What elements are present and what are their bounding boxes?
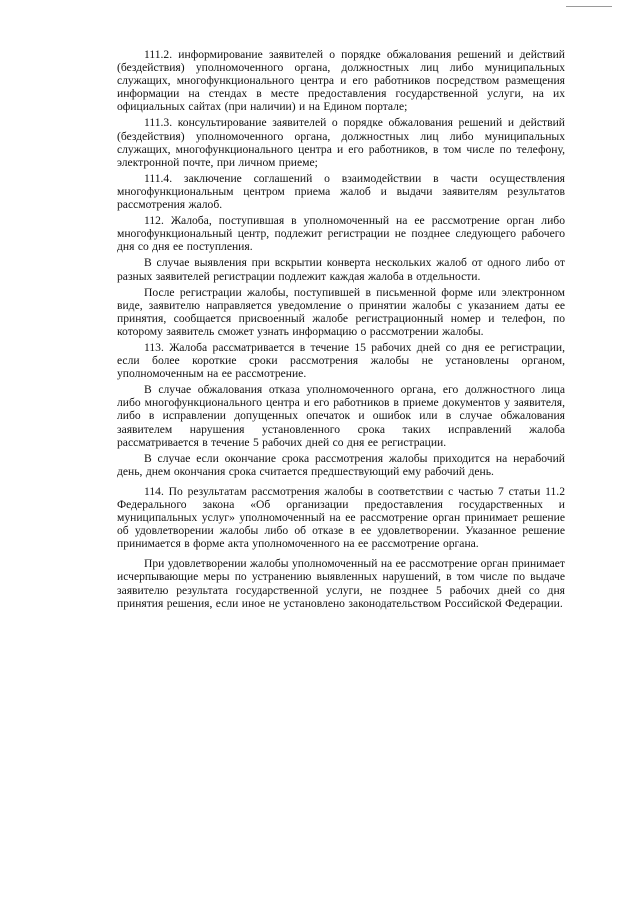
paragraph-114: 114. По результатам рассмотрения жалобы в соответствии с частью 7 статьи 11.2 Федерального закона «Об организации предоставления государственных и муниципальных услуг» уполномоченный на ее рассмотрение орган принимает решение об удовлетворении жалобы либо об отказе в ее удовлетворении. Указанное решение принимается в форме акта уполномоченного на ее рассмотрение органа. xyxy=(117,484,565,551)
paragraph-112-registration: После регистрации жалобы, поступившей в письменной форме или электронном виде, заявителю направляется уведомление о принятии жалобы с указанием даты ее принятия, сообщается присвоенный жалобе регистрационный номер и телефон, по которому заявитель сможет узнать информацию о рассмотрении жалобы. xyxy=(117,285,565,338)
paragraph-111-2: 111.2. информирование заявителей о порядке обжалования решений и действий (бездействия) уполномоченного органа, должностных лиц либо муниципальных служащих, многофункционального центра и его работников посредством размещения информации на стендах в месте предоставления государственной услуги, на их официальных сайтах (при наличии) и на Едином портале; xyxy=(117,48,565,114)
paragraph-111-3: 111.3. консультирование заявителей о порядке обжалования решений и действий (бездействия) уполномоченного органа, должностных лиц либо муниципальных служащих, многофункционального центра и его работников, в том числе по телефону, электронной почте, при личном приеме; xyxy=(117,116,565,169)
paragraph-113-nonworking-day: В случае если окончание срока рассмотрения жалобы приходится на нерабочий день, днем окончания срока считается предшествующий ему рабочий день. xyxy=(117,451,565,478)
paragraph-112-envelope: В случае выявления при вскрытии конверта нескольких жалоб от одного либо от разных заявителей регистрации подлежит каждая жалоба в отдельности. xyxy=(117,256,565,283)
paragraph-114-satisfaction: При удовлетворении жалобы уполномоченный на ее рассмотрение орган принимает исчерпывающие меры по устранению выявленных нарушений, в том числе по выдаче заявителю результата государственной услуги, не позднее 5 рабочих дней со дня принятия решения, если иное не установлено законодательством Российской Федерации. xyxy=(117,557,565,610)
scan-edge-mark xyxy=(566,6,612,7)
paragraph-113-refusal: В случае обжалования отказа уполномоченного органа, его должностного лица либо многофункционального центра и его работников в приеме документов у заявителя, либо в исправлении допущенных опечаток и ошибок или в случае обжалования заявителем нарушения установленного срока таких исправлений жалоба рассматривается в течение 5 рабочих дней со дня ее регистрации. xyxy=(117,383,565,449)
document-page xyxy=(117,48,565,613)
paragraph-111-4: 111.4. заключение соглашений о взаимодействии в части осуществления многофункциональным центром приема жалоб и выдачи заявителям результатов рассмотрения жалоб. xyxy=(117,171,565,212)
paragraph-113: 113. Жалоба рассматривается в течение 15 рабочих дней со дня ее регистрации, если более короткие сроки рассмотрения жалобы не установлены органом, уполномоченным на ее рассмотрение. xyxy=(117,340,565,381)
paragraph-112: 112. Жалоба, поступившая в уполномоченный на ее рассмотрение орган либо многофункциональный центр, подлежит регистрации не позднее следующего рабочего дня со дня ее поступления. xyxy=(117,214,565,254)
